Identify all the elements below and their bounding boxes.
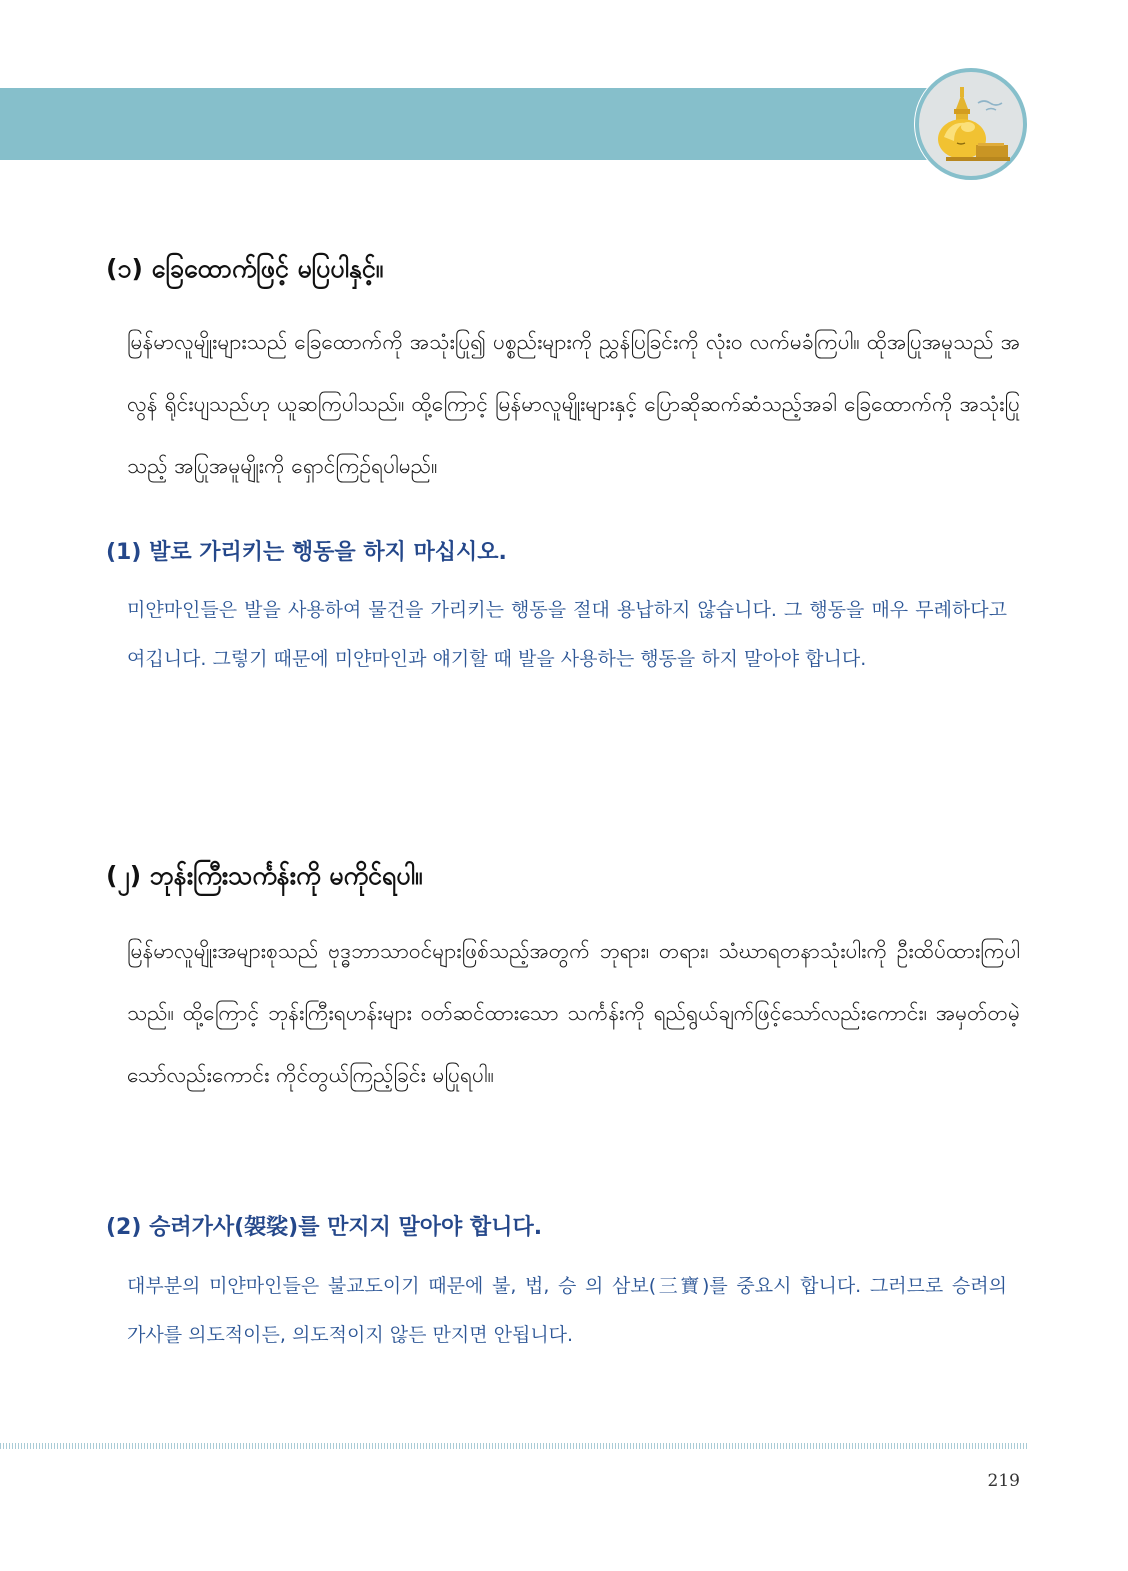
header-band: [0, 88, 955, 160]
pagoda-emblem-icon: [912, 65, 1030, 183]
korean-heading-1: (1) 발로 가리키는 행동을 하지 마십시오.: [106, 540, 507, 565]
page-number: 219: [987, 1471, 1020, 1491]
korean-paragraph-1: 미얀마인들은 발을 사용하여 물건을 가리키는 행동을 절대 용납하지 않습니다. 그 행동을 매우 무례하다고 여깁니다. 그렇기 때문에 미얀마인과 얘기할 때 발을 사용하는 행동을 하지 말아야 합니다.: [127, 599, 1007, 670]
footer-dotted-rule: [0, 1443, 1027, 1449]
korean-paragraph-2: 대부분의 미얀마인들은 불교도이기 때문에 불, 법, 승 의 삼보(三寶)를 중요시 합니다. 그러므로 승려의 가사를 의도적이든, 의도적이지 않든 만지면 안됩니다.: [127, 1275, 1007, 1346]
korean-heading-2: (2) 승려가사(袈裟)를 만지지 말아야 합니다.: [106, 1215, 543, 1240]
myanmar-paragraph-1: မြန်မာလူမျိုးများသည် ခြေထောက်ကို အသုံးပြု၍ ပစ္စည်းများကို ညွှန်ပြခြင်းကို လုံးဝ လက်မခံကြပါ။ ထိုအပြုအမူသည် အလွန် ရိုင်းပျသည်ဟု ယူဆကြပါသည်။ ထို့ကြောင့် မြန်မာလူမျိုးများနှင့် ပြောဆိုဆက်ဆံသည့်အခါ ခြေထောက်ကို အသုံးပြုသည့် အပြုအမူမျိုးကို ရှောင်ကြဉ်ရပါမည်။: [127, 330, 1020, 478]
myanmar-heading-2: (၂) ဘုန်းကြီးသင်္ကန်းကို မကိုင်ရပါ။: [106, 861, 423, 890]
myanmar-heading-1: (၁) ခြေထောက်ဖြင့် မပြပါနှင့်။: [106, 254, 384, 283]
myanmar-paragraph-2: မြန်မာလူမျိုးအများစုသည် ဗုဒ္ဓဘာသာဝင်များဖြစ်သည့်အတွက် ဘုရား၊ တရား၊ သံဃာရတနာသုံးပါးကို ဦးထိပ်ထားကြပါသည်။ ထို့ကြောင့် ဘုန်းကြီးရဟန်းများ ဝတ်ဆင်ထားသော သင်္ကန်းကို ရည်ရွယ်ချက်ဖြင့်သော်လည်းကောင်း၊ အမှတ်တမဲ့သော်လည်းကောင်း ကိုင်တွယ်ကြည့်ခြင်း မပြုရပါ။: [127, 939, 1020, 1087]
